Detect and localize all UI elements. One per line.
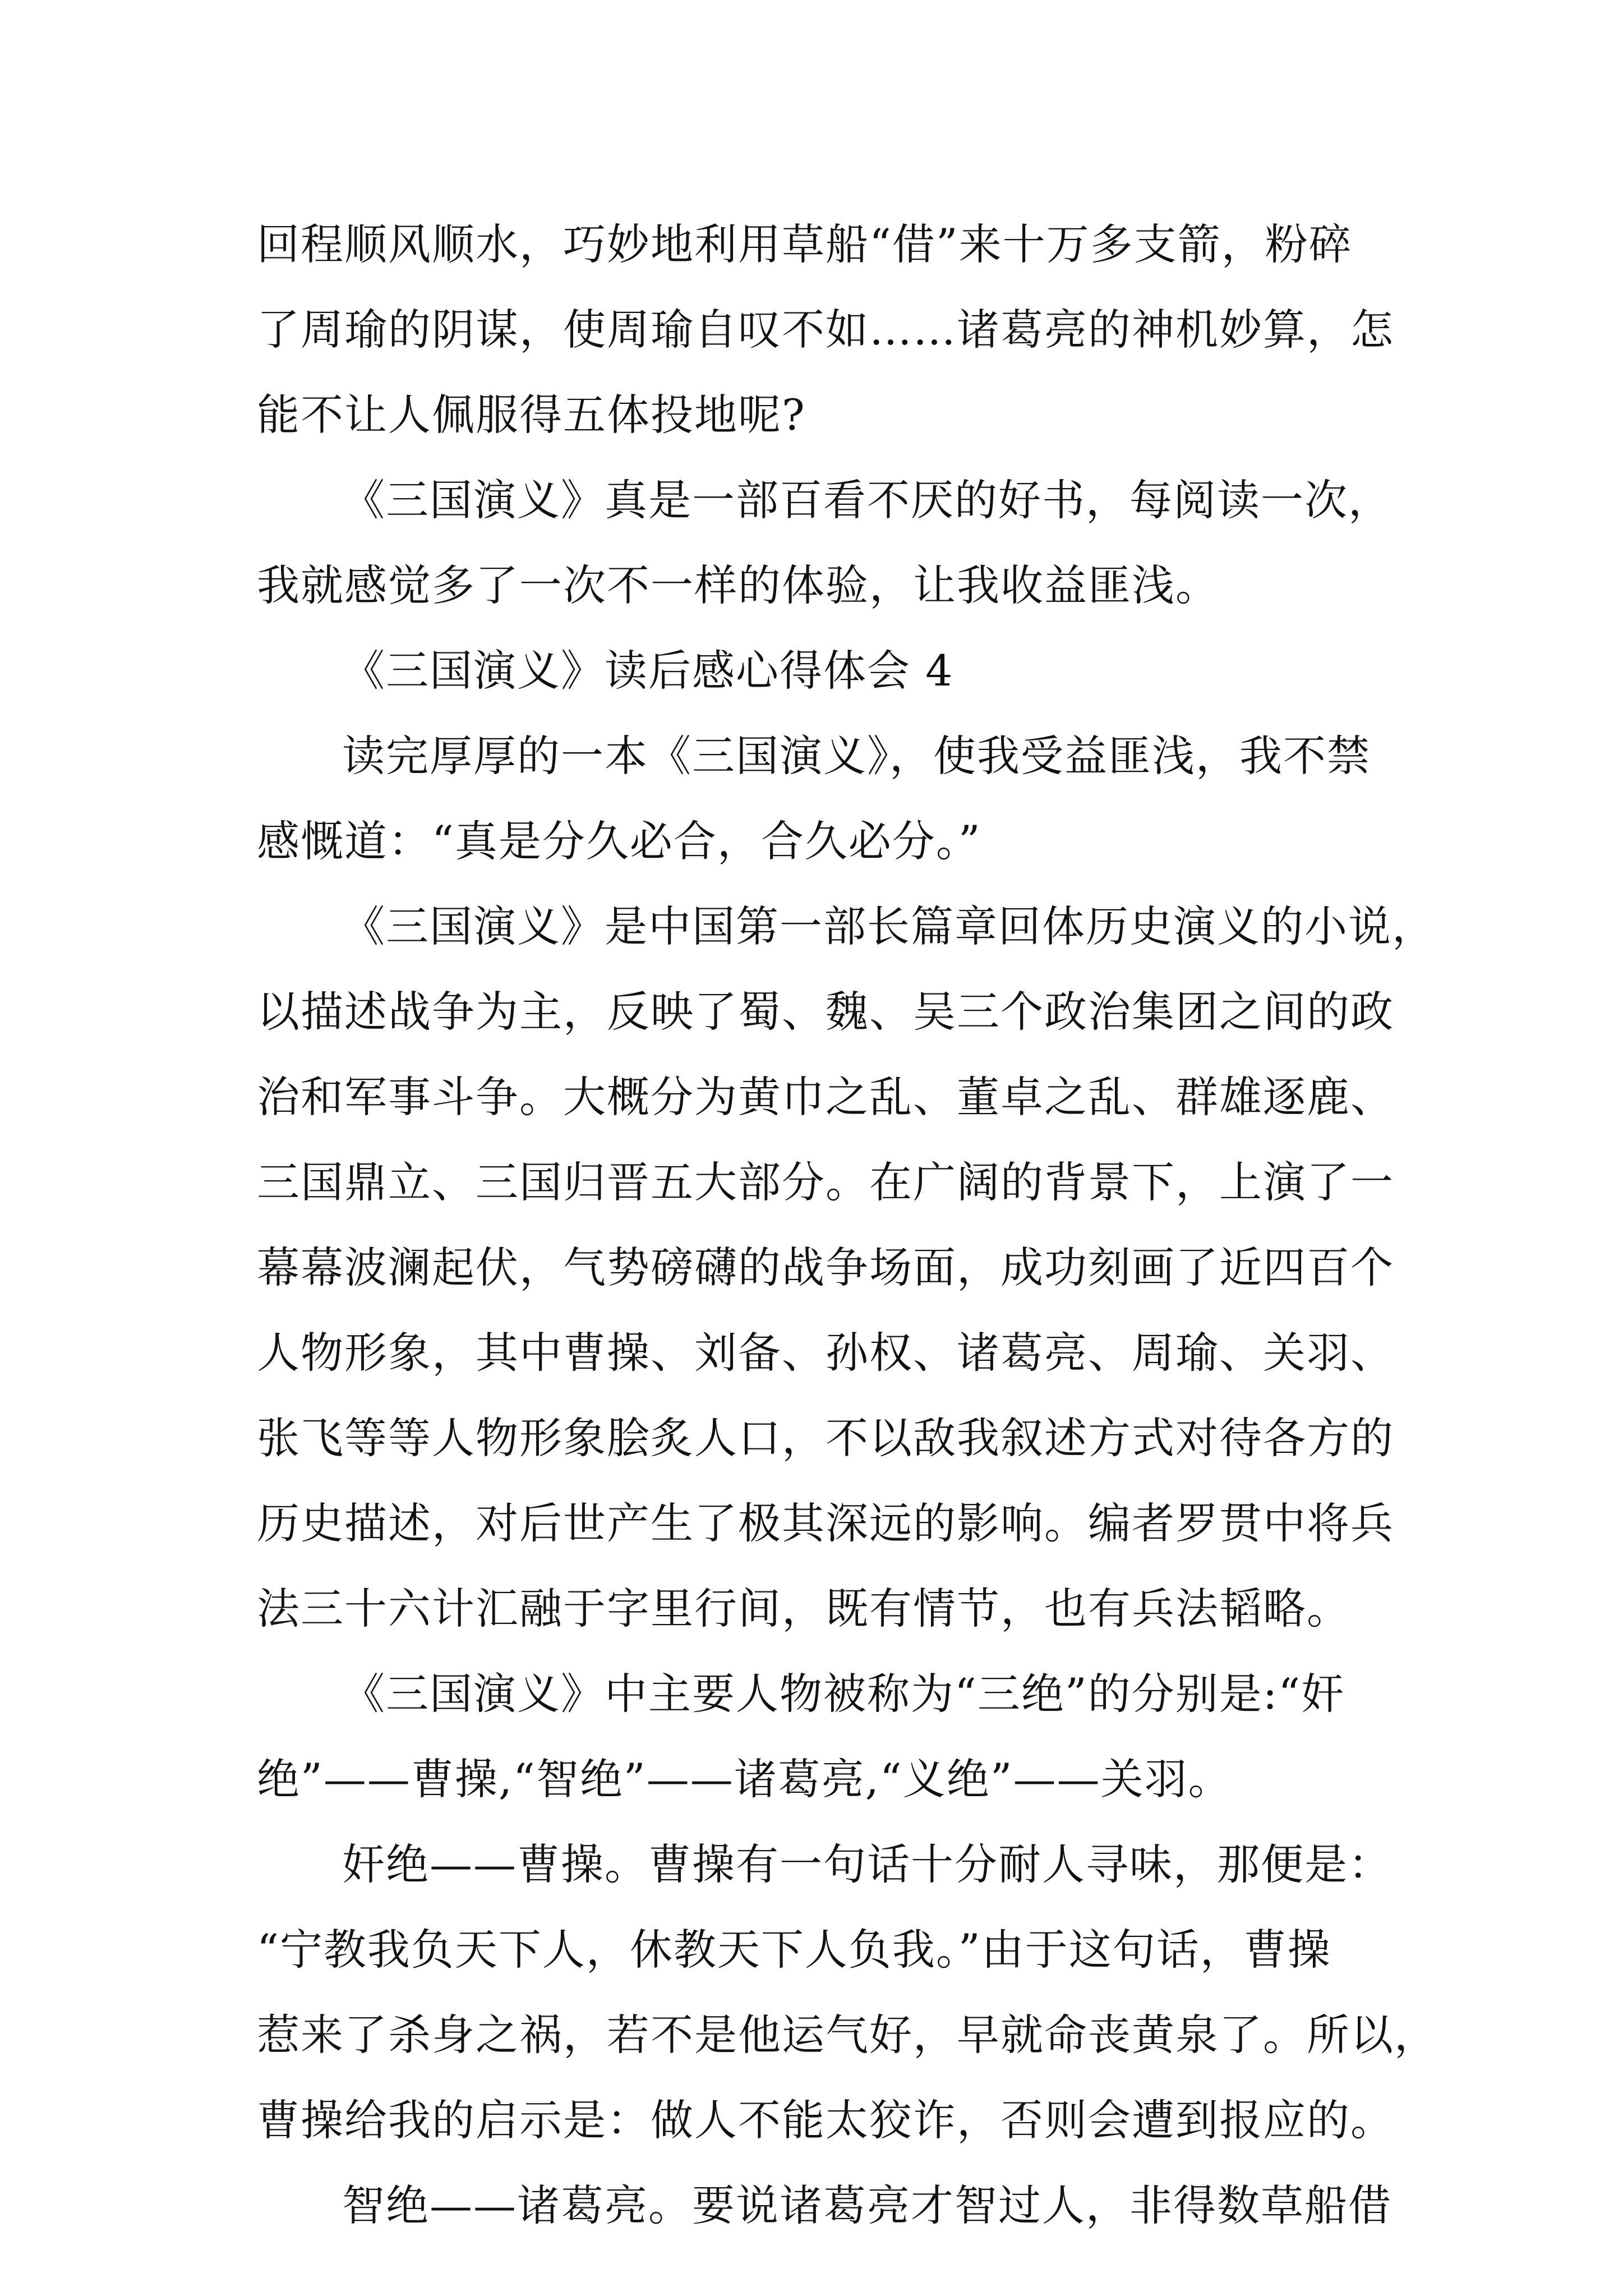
- text-line: 法三十六计汇融于字里行间，既有情节，也有兵法韬略。: [257, 1584, 1350, 1634]
- text-line: 《三国演义》真是一部百看不厌的好书，每阅读一次，: [342, 475, 1392, 525]
- text-line: 了周瑜的阴谋，使周瑜自叹不如……诸葛亮的神机妙算，怎: [257, 305, 1394, 355]
- text-line: 张飞等等人物形象脍炙人口，不以敌我叙述方式对待各方的: [257, 1413, 1394, 1463]
- text-line: 惹来了杀身之祸，若不是他运气好，早就命丧黄泉了。所以，: [257, 2010, 1438, 2060]
- text-line: 回程顺风顺水，巧妙地利用草船“借”来十万多支箭，粉碎: [257, 219, 1353, 269]
- text-line: 《三国演义》中主要人物被称为“三绝”的分别是:“奸: [342, 1669, 1345, 1719]
- text-line: 幕幕波澜起伏，气势磅礴的战争场面，成功刻画了近四百个: [257, 1243, 1394, 1292]
- text-line: 读完厚厚的一本《三国演义》，使我受益匪浅，我不禁: [342, 731, 1371, 781]
- text-line: 能不让人佩服得五体投地呢?: [257, 390, 806, 440]
- text-line: 以描述战争为主，反映了蜀、魏、吴三个政治集团之间的政: [257, 987, 1394, 1037]
- text-line: 智绝——诸葛亮。要说诸葛亮才智过人，非得数草船借: [342, 2180, 1392, 2230]
- text-line: 感慨道：“真是分久必合，合久必分。”: [257, 816, 981, 866]
- text-line: 奸绝——曹操。曹操有一句话十分耐人寻味，那便是：: [342, 1839, 1392, 1889]
- text-line: 曹操给我的启示是：做人不能太狡诈，否则会遭到报应的。: [257, 2095, 1394, 2145]
- text-line: 我就感觉多了一次不一样的体验，让我收益匪浅。: [257, 560, 1219, 610]
- text-line: 人物形象，其中曹操、刘备、孙权、诸葛亮、周瑜、关羽、: [257, 1328, 1394, 1378]
- text-line: 绝”——曹操,“智绝”——诸葛亮,“义绝”——关羽。: [257, 1754, 1232, 1804]
- text-line: 治和军事斗争。大概分为黄巾之乱、董卓之乱、群雄逐鹿、: [257, 1072, 1394, 1122]
- text-line: 《三国演义》是中国第一部长篇章回体历史演义的小说，: [342, 901, 1436, 951]
- text-line: 历史描述，对后世产生了极其深远的影响。编者罗贯中将兵: [257, 1498, 1394, 1548]
- body-text: [257, 202, 1438, 2248]
- text-line: “宁教我负天下人，休教天下人负我。”由于这句话，曹操: [257, 1925, 1331, 1975]
- text-line: 三国鼎立、三国归晋五大部分。在广阔的背景下，上演了一: [257, 1157, 1394, 1207]
- section-heading: 《三国演义》读后感心得体会 4: [342, 646, 954, 696]
